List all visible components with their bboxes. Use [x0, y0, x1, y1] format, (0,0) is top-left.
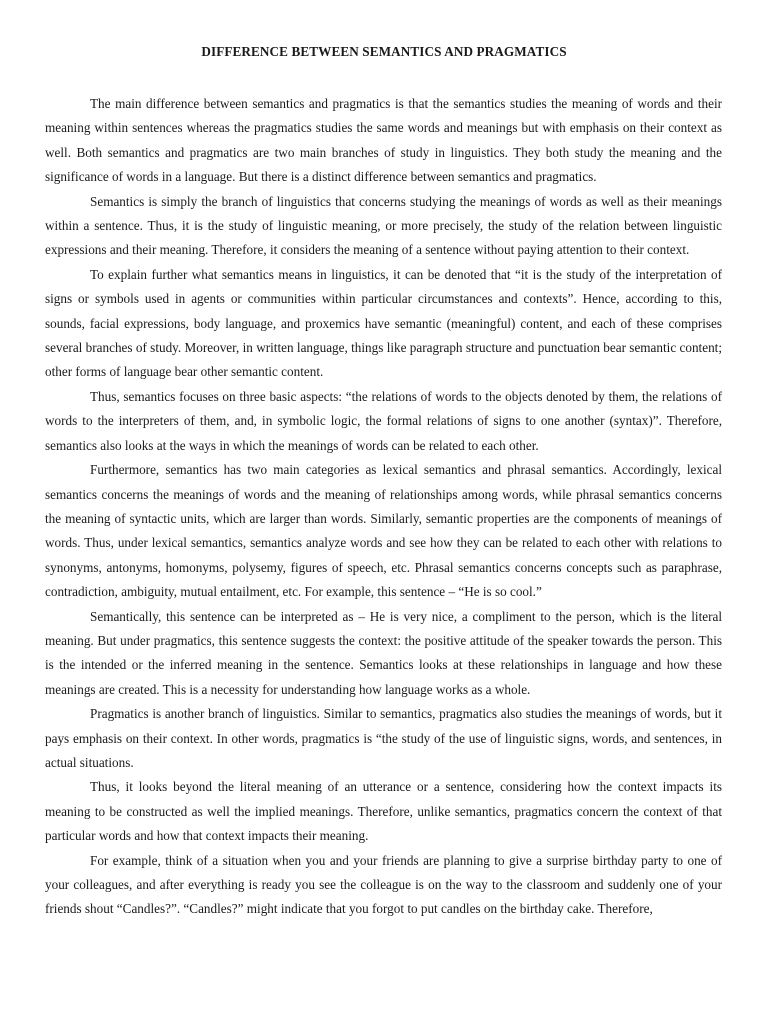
- paragraph-pragmatics-example: For example, think of a situation when you and your friends are planning to give a surprise birthday party to one of your colleagues, and after everything is ready you see the colleague is on the way to the classroom and suddenly one of your friends shout “Candles?”. “Candles?” might indicate that you forgot to put candles on the birthday cake. Therefore,: [45, 852, 722, 917]
- document-title: DIFFERENCE BETWEEN SEMANTICS AND PRAGMATICS: [201, 44, 567, 59]
- paragraph-semantics-aspects: Thus, semantics focuses on three basic aspects: “the relations of words to the objects denoted by them, the relations of words to the interpreters of them, and, in symbolic logic, the formal relations of signs to one another (syntax)”. Therefore, semantics also looks at the ways in which the meanings of words can be related to each other.: [45, 388, 722, 453]
- paragraph-semantics-definition: Semantics is simply the branch of linguistics that concerns studying the meanings of words as well as their meanings within a sentence. Thus, it is the study of linguistic meaning, or more precisely, the study of the relation between linguistic expressions and their meaning. Therefore, it considers the meaning of a sentence without paying attention to their context.: [45, 193, 722, 258]
- paragraph-intro: The main difference between semantics and pragmatics is that the semantics studies the meaning of words and their meaning within sentences whereas the pragmatics studies the same words and meanings but with emphasis on their context as well. Both semantics and pragmatics are two main branches of study in linguistics. They both study the meaning and the significance of words in a language. But there is a distinct difference between semantics and pragmatics.: [45, 96, 722, 185]
- paragraph-semantics-categories: Furthermore, semantics has two main categories as lexical semantics and phrasal semantics. Accordingly, lexical semantics concerns the meanings of words and the meaning of relationships among words, while phrasal semantics concerns the meaning of syntactic units, which are larger than words. Similarly, semantic properties are the components of meanings of words. Thus, under lexical semantics, semantics analyze words and see how they can be related to each other with relations to synonyms, antonyms, homonyms, polysemy, figures of speech, etc. Phrasal semantics concerns concepts such as paraphrase, contradiction, ambiguity, mutual entailment, etc. For example, this sentence – “He is so cool.”: [45, 462, 722, 600]
- document-body: [45, 92, 722, 922]
- paragraph-pragmatics-context: Thus, it looks beyond the literal meaning of an utterance or a sentence, considering how the context impacts its meaning to be constructed as well the implied meanings. Therefore, unlike semantics, pragmatics concern the context of that particular words and how that context impacts their meaning.: [45, 779, 722, 844]
- paragraph-semantics-explanation: To explain further what semantics means in linguistics, it can be denoted that “it is the study of the interpretation of signs or symbols used in agents or communities within particular circumstances and contexts”. Hence, according to this, sounds, facial expressions, body language, and proxemics have semantic (meaningful) content, and each of these comprises several branches of study. Moreover, in written language, things like paragraph structure and punctuation bear semantic content; other forms of language bear other semantic content.: [45, 266, 722, 380]
- paragraph-pragmatics-definition: Pragmatics is another branch of linguistics. Similar to semantics, pragmatics also studies the meanings of words, but it pays emphasis on their context. In other words, pragmatics is “the study of the use of linguistic signs, words, and sentences, in actual situations.: [45, 706, 722, 770]
- paragraph-semantic-interpretation: Semantically, this sentence can be interpreted as – He is very nice, a compliment to the person, which is the literal meaning. But under pragmatics, this sentence suggests the context: the positive attitude of the speaker towards the person. This is the intended or the inferred meaning in the sentence. Semantics looks at these relationships in language and how these meanings are created. This is a necessity for understanding how language works as a whole.: [45, 608, 722, 697]
